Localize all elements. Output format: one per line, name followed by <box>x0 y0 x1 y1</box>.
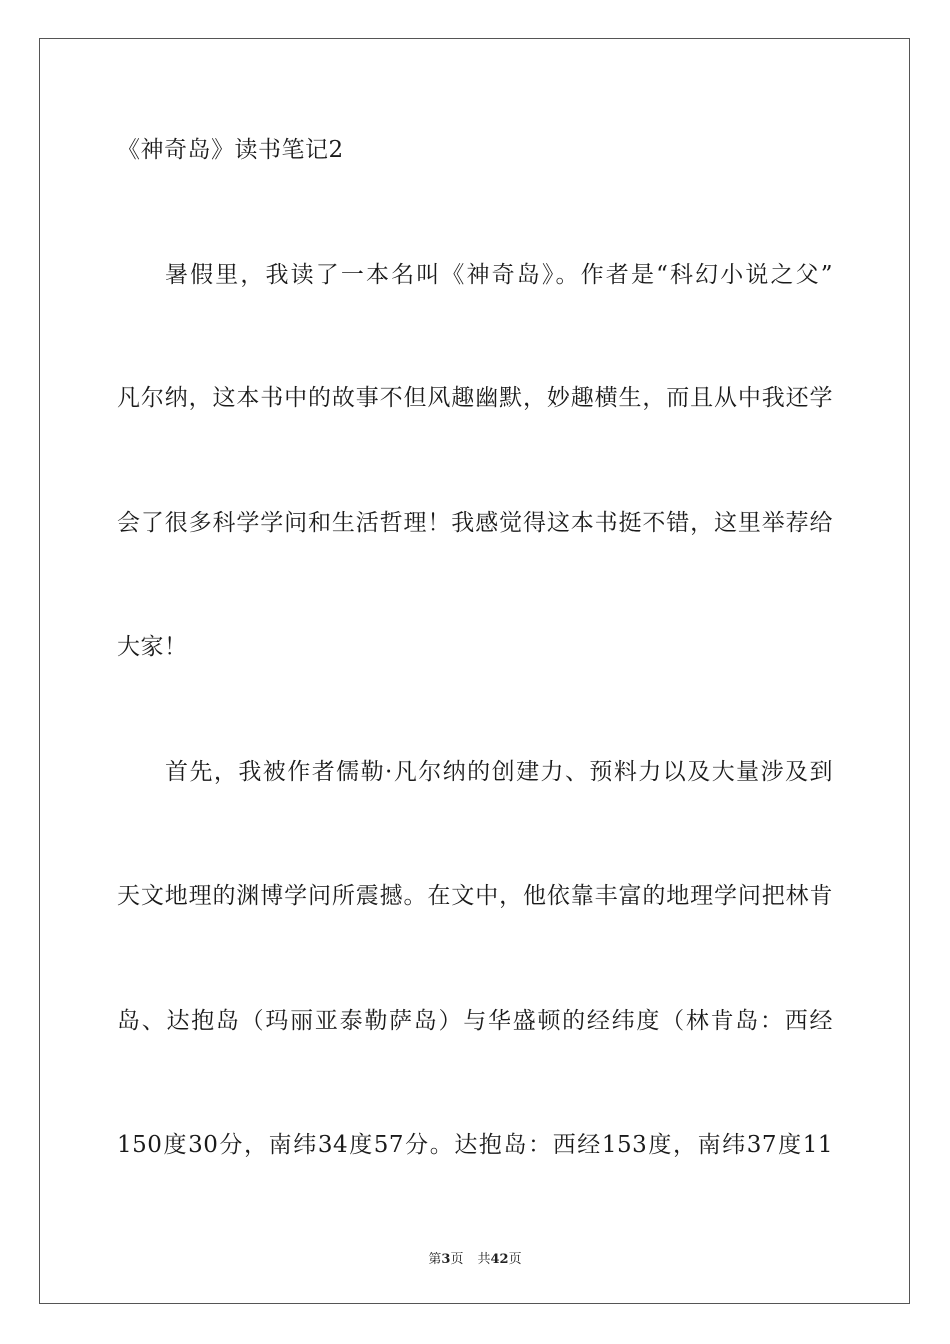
page-prefix: 第 <box>428 1252 442 1267</box>
document-title: 《神奇岛》读书笔记2 <box>117 137 344 163</box>
total-suffix: 页 <box>508 1252 522 1267</box>
page-number: 3 <box>441 1252 451 1267</box>
page-border <box>39 38 910 1304</box>
page-footer <box>0 1248 950 1267</box>
paragraph-line: 会了很多科学学问和生活哲理！我感觉得这本书挺不错，这里举荐给 <box>117 510 833 536</box>
total-prefix: 共 <box>477 1252 491 1267</box>
paragraph-line: 大家！ <box>117 634 188 660</box>
paragraph-line: 天文地理的渊博学问所震撼。在文中，他依靠丰富的地理学问把林肯 <box>117 883 833 909</box>
paragraph-line: 暑假里，我读了一本名叫《神奇岛》。作者是“科幻小说之父” <box>165 262 833 288</box>
paragraph-line: 凡尔纳，这本书中的故事不但风趣幽默，妙趣横生，而且从中我还学 <box>117 385 833 411</box>
paragraph-line: 首先，我被作者儒勒·凡尔纳的创建力、预料力以及大量涉及到 <box>165 759 833 785</box>
page-suffix: 页 <box>450 1252 464 1267</box>
paragraph-line: 150度30分，南纬34度57分。达抱岛：西经153度，南纬37度11 <box>117 1132 833 1158</box>
total-pages: 42 <box>490 1252 509 1267</box>
paragraph-line: 岛、达抱岛（玛丽亚泰勒萨岛）与华盛顿的经纬度（林肯岛：西经 <box>117 1008 833 1034</box>
